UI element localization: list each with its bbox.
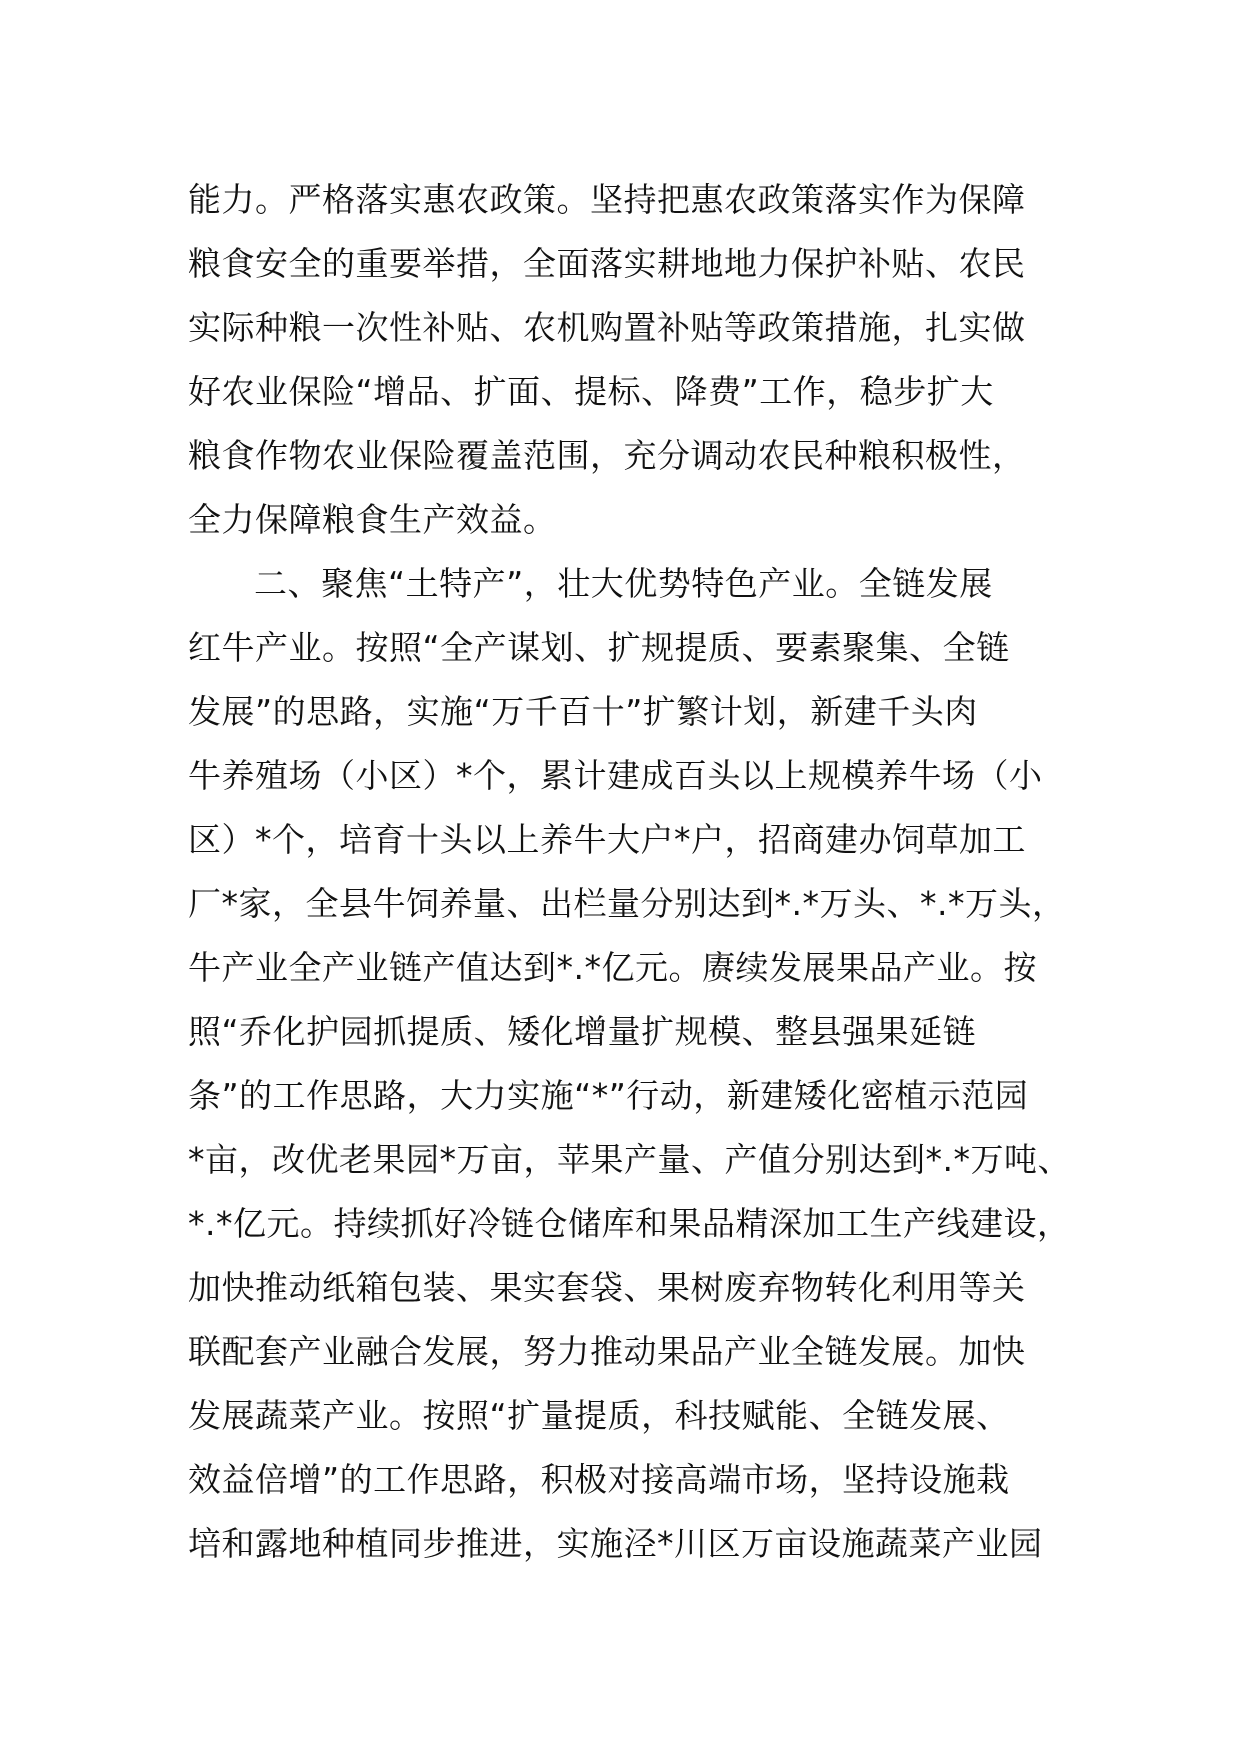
text-line: 加快推动纸箱包装、果实套袋、果树废弃物转化利用等关 [188, 1268, 1026, 1307]
text-line: 粮食作物农业保险覆盖范围，充分调动农民种粮积极性， [188, 436, 1026, 475]
text-line: *.*亿元。持续抓好冷链仓储库和果品精深加工生产线建设， [188, 1204, 1071, 1243]
text-line: *亩，改优老果园*万亩，苹果产量、产值分别达到*.*万吨、 [188, 1140, 1071, 1179]
text-line: 培和露地种植同步推进，实施泾*川区万亩设施蔬菜产业园 [188, 1524, 1043, 1563]
text-line: 能力。严格落实惠农政策。坚持把惠农政策落实作为保障 [188, 180, 1026, 219]
text-line: 牛养殖场（小区）*个，累计建成百头以上规模养牛场（小 [188, 756, 1043, 795]
text-line: 发展”的思路，实施“万千百十”扩繁计划，新建千头肉 [188, 692, 978, 731]
text-line: 发展蔬菜产业。按照“扩量提质，科技赋能、全链发展、 [188, 1396, 1010, 1435]
text-line: 牛产业全产业链产值达到*.*亿元。赓续发展果品产业。按 [188, 948, 1037, 987]
text-line: 好农业保险“增品、扩面、提标、降费”工作，稳步扩大 [188, 372, 994, 411]
text-line: 条”的工作思路，大力实施“*”行动，新建矮化密植示范园 [188, 1076, 1029, 1115]
document-body [188, 168, 1088, 1576]
text-line: 全力保障粮食生产效益。 [188, 500, 557, 539]
text-line: 区）*个，培育十头以上养牛大户*户，招商建办饲草加工 [188, 820, 1026, 859]
text-line: 红牛产业。按照“全产谋划、扩规提质、要素聚集、全链 [188, 628, 1010, 667]
section-heading-line: 二、聚焦“土特产”，壮大优势特色产业。全链发展 [254, 564, 993, 603]
text-line: 粮食安全的重要举措，全面落实耕地地力保护补贴、农民 [188, 244, 1026, 283]
text-line: 实际种粮一次性补贴、农机购置补贴等政策措施，扎实做 [188, 308, 1026, 347]
text-line: 厂*家，全县牛饲养量、出栏量分别达到*.*万头、*.*万头， [188, 884, 1066, 923]
text-line: 效益倍增”的工作思路，积极对接高端市场，坚持设施栽 [188, 1460, 1010, 1499]
text-line: 联配套产业融合发展，努力推动果品产业全链发展。加快 [188, 1332, 1026, 1371]
text-line: 照“乔化护园抓提质、矮化增量扩规模、整县强果延链 [188, 1012, 977, 1051]
